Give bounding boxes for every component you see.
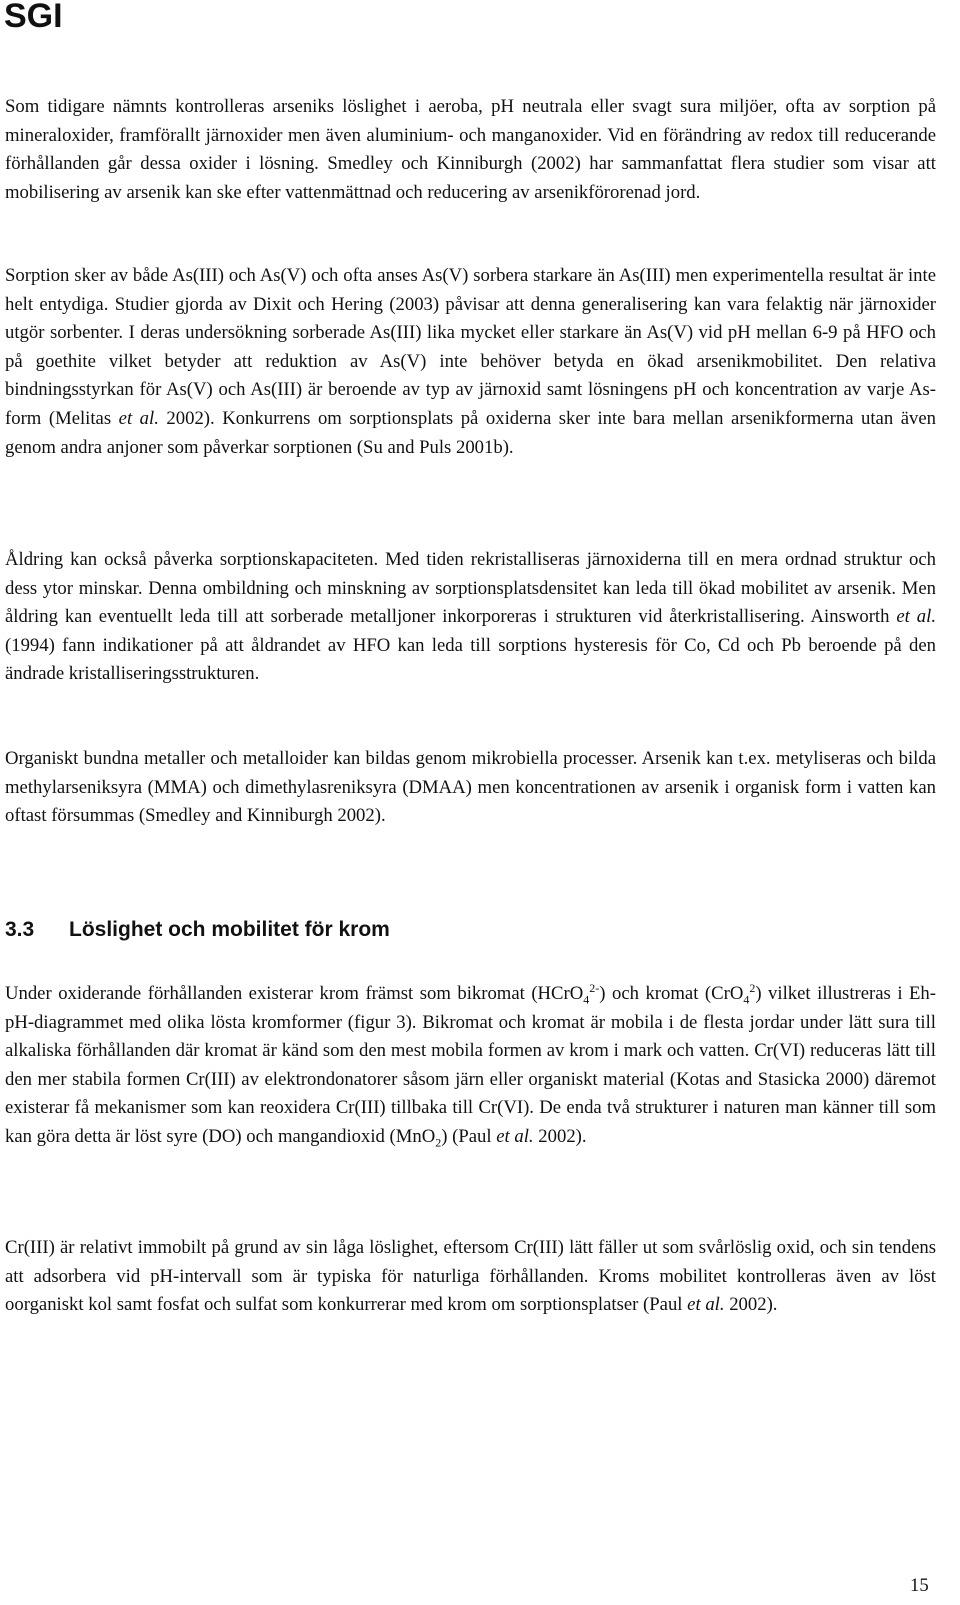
subscript: 4 <box>583 992 590 1007</box>
paragraph-text: Sorption sker av både As(III) och As(V) och ofta anses As(V) sorbera starkare än As(III) men experimentella resultat är inte helt entydiga. Studier gjorda av Dixit och Hering (2003) påvisar att denna generalisering kan vara felaktig när järnoxider utgör sorbenter. I deras undersökning sorberade As(III) lika mycket eller starkare än As(V) vid pH mellan 6-9 på HFO och på goethite vilket betyder att reduktion av As(V) inte behöver betyda en ökad arsenikmobilitet. Den relativa bindningsstyrkan för As(V) och As(III) är beroende av typ av järnoxid samt lösningens pH och koncentration av varje As-form (Melitas <box>5 265 936 429</box>
paragraph-text: Under oxiderande förhållanden existerar krom främst som bikromat (HCrO <box>5 983 584 1004</box>
superscript: 2 <box>749 980 756 995</box>
paragraph-text: (1994) fann indikationer på att åldrandet av HFO kan leda till sorptions hysteresis för Co, Cd och Pb beroende på den ändrade kristalliseringsstrukturen. <box>5 634 936 685</box>
citation-et-al: et al. <box>118 407 159 429</box>
superscript: 2- <box>589 980 600 995</box>
paragraph-text: Cr(III) är relativt immobilt på grund av sin låga löslighet, eftersom Cr(III) lätt fäller ut som svårlöslig oxid, och sin tendens att adsorbera vid pH-intervall som är typiska för naturliga förhållanden. Kroms mobilitet kontrolleras även av löst oorganiskt kol samt fosfat och sulfat som konkurrerar med krom om sorptionsplatser (Paul <box>5 1237 936 1316</box>
citation-et-al: et al. <box>896 606 936 628</box>
paragraph-organic-metals: Organiskt bundna metaller och metalloider kan bildas genom mikrobiella processer. Arsenik kan t.ex. metyliseras och bilda methylarseniksyra (MMA) och dimethylasreniksyra (DMAA) men koncentrationen av arsenik i organisk form i vatten kan oftast försummas (Smedley and Kinniburgh 2002). <box>5 748 936 827</box>
subscript: 4 <box>743 992 750 1007</box>
section-title: Löslighet och mobilitet för krom <box>69 918 390 941</box>
section-number: 3.3 <box>5 918 35 941</box>
paragraph-chromium-oxidizing <box>5 980 936 1152</box>
page-number: 15 <box>910 1575 929 1596</box>
paragraph-text: ) (Paul <box>441 1125 497 1147</box>
citation-et-al: et al. <box>687 1294 725 1316</box>
paragraph-text: ) och kromat (CrO <box>599 983 744 1004</box>
section-heading <box>5 917 390 943</box>
page-header: SGI <box>4 0 63 35</box>
paragraph-aging <box>5 546 936 689</box>
paragraph-text: 2002). Konkurrens om sorptionsplats på oxiderna sker inte bara mellan arsenikformerna utan även genom andra anjoner som påverkar sorptionen (Su and Puls 2001b). <box>5 407 936 458</box>
paragraph-text: Åldring kan också påverka sorptionskapaciteten. Med tiden rekristalliseras järnoxiderna till en mera ordnad struktur och dess ytor minskar. Denna ombildning och minskning av sorptionsplatsdensitet kan leda till ökad mobilitet av arsenik. Men åldring kan eventuellt leda till att sorberade metalljoner inkorporeras i strukturen vid återkristallisering. Ainsworth <box>5 549 936 628</box>
citation-et-al: et al. <box>496 1125 534 1147</box>
subscript: 2 <box>435 1135 442 1150</box>
paragraph-arsenic-solubility: Som tidigare nämnts kontrolleras arseniks löslighet i aeroba, pH neutrala eller svagt sura miljöer, ofta av sorption på mineraloxider, framförallt järnoxider men även aluminium- och manganoxider. Vid en förändring av redox till reducerande förhållanden går dessa oxider i lösning. Smedley och Kinniburgh (2002) har sammanfattat flera studier som visar att mobilisering av arsenik kan ske efter vattenmättnad och reducering av arsenikförorenad jord. <box>5 96 936 203</box>
paragraph-text: ) vilket illustreras i Eh-pH-diagrammet med olika lösta kromformer (figur 3). Bikromat och kromat är mobila i de flesta jordar under lätt sura till alkaliska förhållanden där kromat är känd som den mest mobila formen av krom i mark och vatten. Cr(VI) reduceras lätt till den mer stabila formen Cr(III) av elektrondonatorer såsom järn eller organiskt material (Kotas and Stasicka 2000) däremot existerar få mekanismer som kan reoxidera Cr(III) tillbaka till Cr(VI). De enda två strukturer i naturen man känner till som kan göra detta är löst syre (DO) och mangandioxid (MnO <box>5 983 936 1147</box>
paragraph-sorption <box>5 262 936 462</box>
paragraph-text: 2002). <box>724 1294 778 1316</box>
paragraph-chromium-immobility <box>5 1234 936 1320</box>
paragraph-text: 2002). <box>533 1125 587 1147</box>
